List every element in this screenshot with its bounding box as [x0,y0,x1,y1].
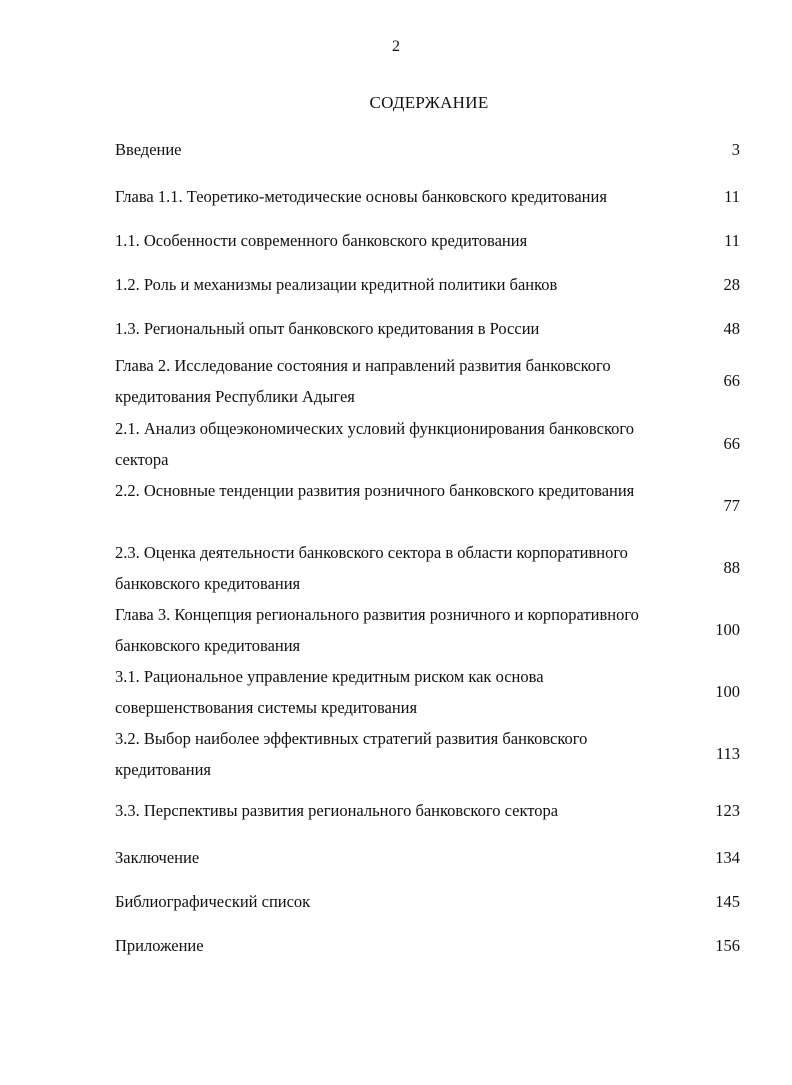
toc-entry-page: 145 [715,892,740,911]
toc-entry-page: 113 [715,744,740,763]
toc-entry-text: Приложение [115,936,204,955]
toc-entry-page: 77 [723,496,740,515]
toc-entry-page: 100 [715,682,740,701]
toc-entry-page: 66 [723,434,740,453]
toc-entry-page: 66 [723,371,740,390]
toc-entry-text: Введение [115,140,182,159]
toc-entry-page: 100 [715,620,740,639]
toc-entry-text: 1.3. Региональный опыт банковского кредитования в России [115,319,540,338]
toc-entry-text: 1.2. Роль и механизмы реализации кредитной политики банков [115,275,558,294]
page-number: 2 [392,38,400,55]
toc-entry-page: 11 [724,187,740,206]
toc-entry-page: 11 [724,231,740,250]
toc-entry-text: 2.1. Анализ общеэкономических условий функционирования банковского сектора [115,419,634,469]
toc-entry-text: 3.2. Выбор наиболее эффективных стратегий развития банковского кредитования [115,729,588,779]
toc-entry-text: 1.1. Особенности современного банковского кредитования [115,231,528,250]
toc-entry-page: 123 [715,801,740,820]
toc-entry-page: 48 [723,319,740,338]
toc-entry-text: Глава 1.1. Теоретико-методические основы банковского кредитования [115,187,607,206]
toc-entry-text: 2.2. Основные тенденции развития розничного банковского кредитования [115,481,635,500]
toc-entry-text: Глава 2. Исследование состояния и направлений развития банковского кредитования Республики Адыгея [115,356,611,406]
toc-entry-page: 156 [715,936,740,955]
toc-entry-text: 3.1. Рациональное управление кредитным риском как основа совершенствования системы кредитования [115,667,544,717]
toc-entry-text: Заключение [115,848,200,867]
toc-entry-page: 28 [723,275,740,294]
toc-entry-page: 88 [723,558,740,577]
toc-entry-text: Глава 3. Концепция регионального развития розничного и корпоративного банковского кредитования [115,605,639,655]
page-title: СОДЕРЖАНИЕ [369,93,489,112]
toc-entry-page: 3 [731,140,740,159]
toc-entry-text: 3.3. Перспективы развития регионального банковского сектора [115,801,559,820]
toc-entry-page: 134 [715,848,740,867]
toc-entry-text: Библиографический список [115,892,311,911]
toc-entry-text: 2.3. Оценка деятельности банковского сектора в области корпоративного банковского кредитования [115,543,628,593]
